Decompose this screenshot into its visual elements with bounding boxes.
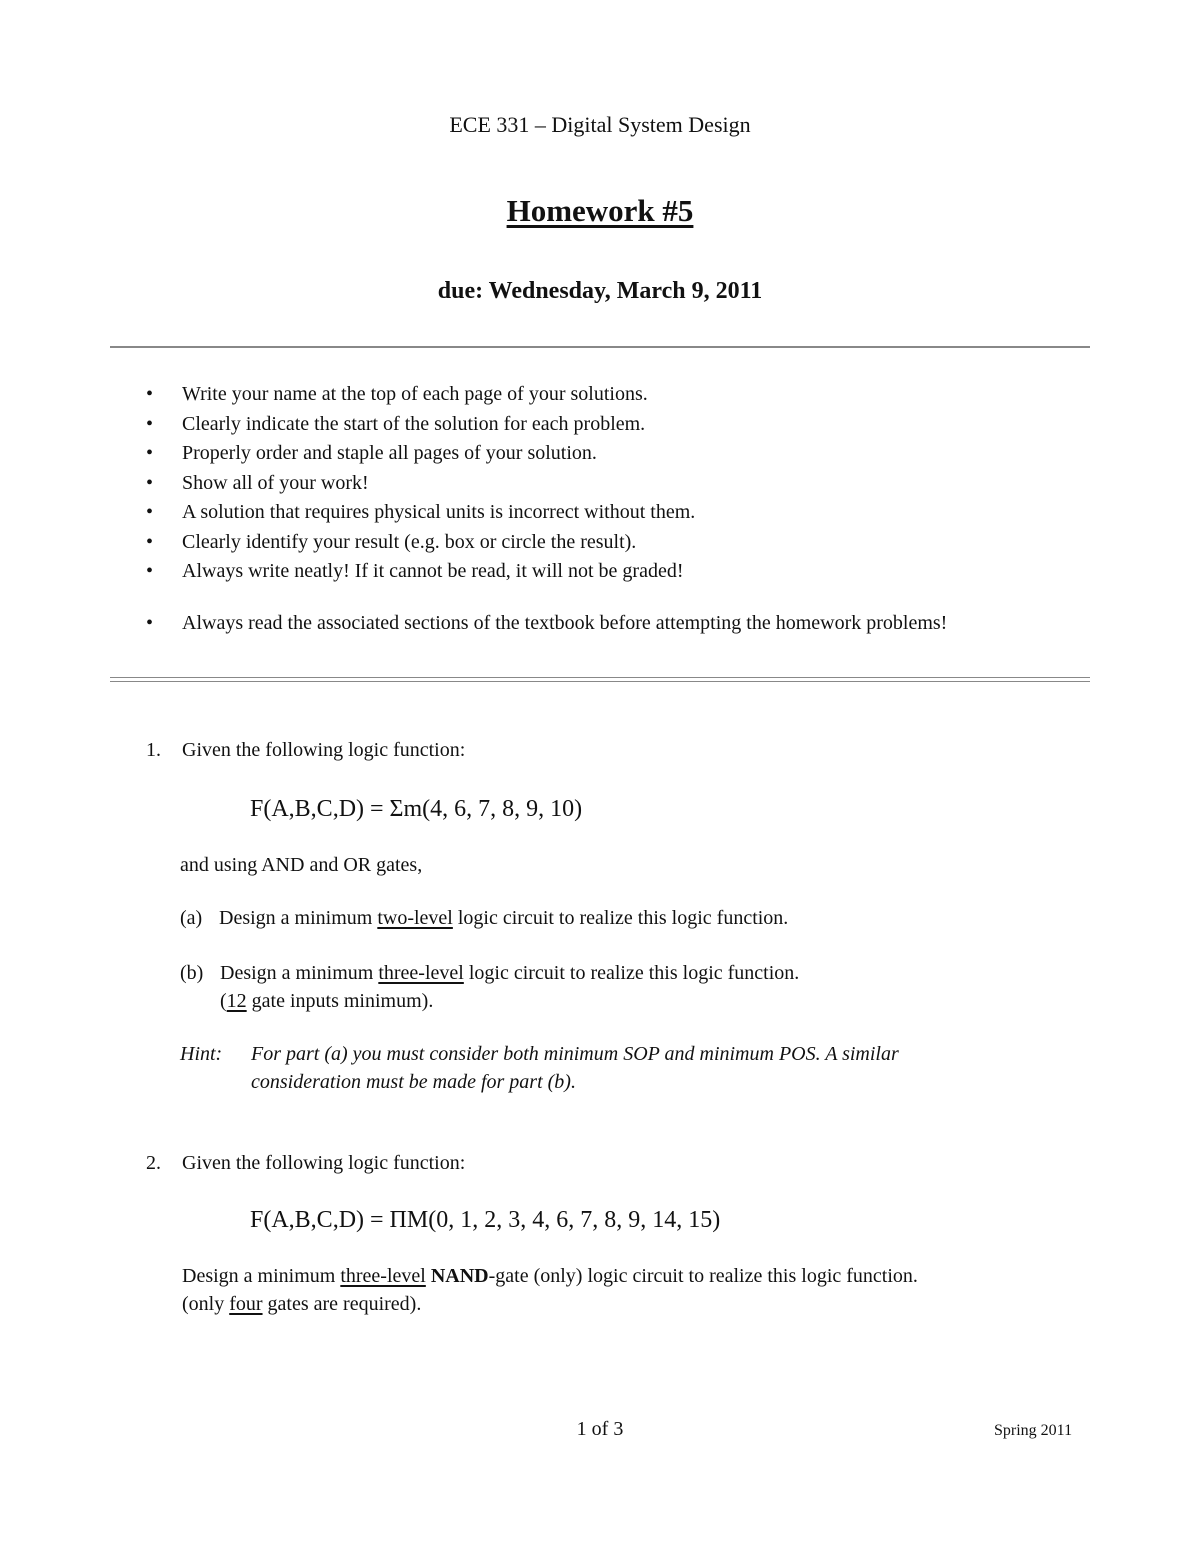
instruction-text: A solution that requires physical units is incorrect without them. [182, 501, 696, 523]
bullet-icon: • [146, 530, 154, 553]
top-divider [110, 346, 1090, 348]
instruction-text: Clearly indicate the start of the solution for each problem. [182, 412, 646, 435]
hint-label: Hint: [180, 1043, 223, 1065]
instruction-item [142, 439, 1102, 469]
bullet-icon: • [146, 442, 154, 464]
instruction-item [142, 557, 1102, 587]
page-number: 1 of 3 [576, 1418, 624, 1440]
problem-1b-note-rest: gate inputs minimum). [246, 990, 434, 1012]
problem-1-gates-note: and using AND and OR gates, [180, 854, 423, 876]
hint-line-1: For part (a) you must consider both minimum SOP and minimum POS. A similar [251, 1043, 899, 1065]
problem-1b-note-open: ( [220, 990, 227, 1012]
problem-2-emphasis: three-level [340, 1265, 426, 1287]
problem-1b-label: (b) [180, 962, 204, 984]
problem-2-nand: NAND [430, 1265, 489, 1287]
problem-2-formula: F(A,B,C,D) = ΠM(0, 1, 2, 3, 4, 6, 7, 8, 9, 14, 15) [250, 1207, 721, 1233]
problem-2-line-1 [182, 1265, 918, 1288]
problem-1b-note [220, 990, 433, 1013]
problem-1b-emphasis: three-level [378, 962, 464, 984]
problem-1a-text [219, 907, 788, 930]
problem-1b-post: logic circuit to realize this logic function. [463, 962, 800, 984]
problem-2-line-2-pre: (only [182, 1293, 230, 1315]
bullet-icon: • [146, 412, 154, 435]
problem-2-four: four [229, 1293, 263, 1315]
problem-2-line-1-post: -gate (only) logic circuit to realize this logic function. [488, 1265, 918, 1287]
problem-1a-pre: Design a minimum [219, 907, 378, 929]
instructions-list [142, 380, 1102, 587]
bottom-double-divider [110, 677, 1090, 682]
bullet-icon: • [146, 612, 154, 634]
due-date: due: Wednesday, March 9, 2011 [437, 278, 763, 304]
problem-1b-text [220, 962, 799, 985]
problem-2-line-2-post: gates are required). [262, 1293, 422, 1315]
instruction-item [142, 498, 1102, 528]
hint-line-2: consideration must be made for part (b). [251, 1071, 576, 1093]
homework-title [0, 193, 1200, 229]
bullet-icon: • [146, 501, 154, 523]
problem-1b-note-emphasis: 12 [226, 990, 247, 1012]
homework-title-text: Homework #5 [506, 193, 694, 228]
term-label: Spring 2011 [994, 1422, 1073, 1439]
instruction-text: Always read the associated sections of the textbook before attempting the homework problems! [182, 612, 948, 634]
problem-2-line-1-pre: Design a minimum [182, 1265, 341, 1287]
instruction-item [142, 410, 1102, 440]
course-title: ECE 331 – Digital System Design [449, 112, 751, 137]
instruction-text: Write your name at the top of each page of your solutions. [182, 383, 648, 405]
instruction-item-textbook [142, 612, 1142, 635]
problem-2-intro: Given the following logic function: [182, 1152, 466, 1174]
problem-1-number: 1. [146, 739, 161, 761]
problem-1a-label: (a) [180, 907, 203, 929]
problem-1a-emphasis: two-level [377, 907, 453, 929]
bullet-icon: • [146, 383, 154, 405]
instruction-item [142, 380, 1102, 410]
problem-1-intro: Given the following logic function: [182, 739, 466, 761]
bullet-icon: • [146, 560, 154, 582]
instruction-text: Clearly identify your result (e.g. box or circle the result). [182, 530, 637, 553]
problem-1-formula: F(A,B,C,D) = Σm(4, 6, 7, 8, 9, 10) [250, 796, 583, 822]
problem-2-line-2 [182, 1293, 421, 1316]
instruction-text: Show all of your work! [182, 471, 369, 494]
problem-1b-pre: Design a minimum [220, 962, 379, 984]
instruction-item [142, 469, 1102, 499]
instruction-text: Properly order and staple all pages of your solution. [182, 442, 597, 464]
instruction-item [142, 528, 1102, 558]
problem-2-number: 2. [146, 1152, 161, 1174]
problem-1a-post: logic circuit to realize this logic function. [452, 907, 789, 929]
bullet-icon: • [146, 471, 154, 494]
instruction-text: Always write neatly! If it cannot be read, it will not be graded! [182, 560, 684, 582]
